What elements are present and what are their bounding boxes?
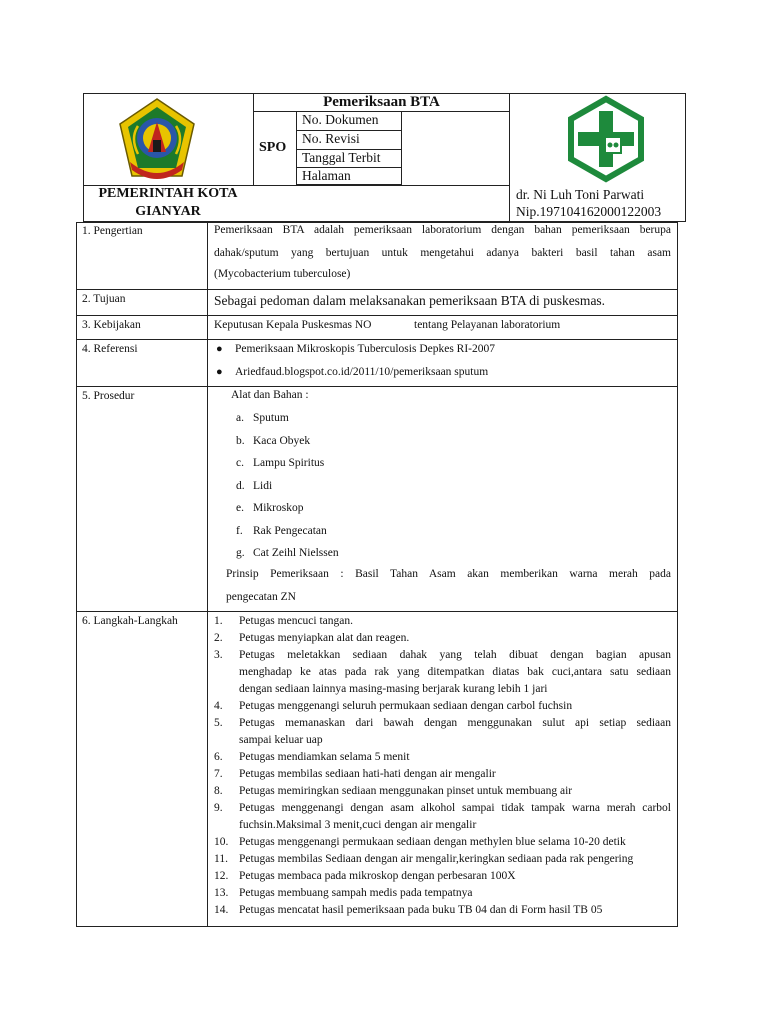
prosedur-item-letter: b.: [236, 434, 245, 447]
field-no-dokumen: No. Dokumen: [302, 112, 379, 127]
step-text-line: Petugas meletakkan sediaan dahak yang telah dibuat dengan bagian apusan: [239, 649, 671, 661]
langkah-step: [214, 647, 671, 698]
prosedur-item: Sputum: [253, 412, 289, 424]
step-number: 3.: [214, 649, 223, 661]
puskesmas-cross-icon: [566, 95, 646, 183]
step-text-line: Petugas memiringkan sediaan menggunakan pinset untuk membuang air: [239, 785, 573, 797]
label-pengertian: 1. Pengertian: [82, 225, 143, 237]
field-no-revisi: No. Revisi: [302, 131, 360, 146]
row-rule-2: [76, 315, 678, 316]
step-text-line: Petugas membaca pada mikroskop dengan perbesaran 100X: [239, 870, 516, 882]
prosedur-item-letter: a.: [236, 412, 244, 424]
langkah-step: [214, 851, 671, 868]
prinsip-line-1: Prinsip Pemeriksaan : Basil Tahan Asam akan memberikan warna merah pada: [226, 568, 671, 580]
step-text-line: Petugas menggenangi seluruh permukaan sediaan dengan carbol fuchsin: [239, 700, 573, 712]
step-text-line: Petugas menggenangi permukaan sediaan dengan methylen blue selama 10-20 detik: [239, 836, 626, 848]
org-name-line2: GIANYAR: [135, 204, 201, 219]
prosedur-item-letter: f.: [236, 524, 243, 537]
pengertian-line-2: dahak/sputum yang bertujuan untuk mengetahui adanya bakteri basil tahan asam: [214, 247, 671, 259]
pengertian-line-1: Pemeriksaan BTA adalah pemeriksaan laboratorium dengan bahan pemeriksaan berupa: [214, 224, 671, 236]
prosedur-item: Rak Pengecatan: [253, 524, 327, 537]
body-col-divider: [207, 222, 208, 927]
step-text-line: Petugas membilas Sediaan dengan air mengalir,keringkan sediaan pada rak pengering: [239, 853, 634, 865]
langkah-step: [214, 613, 671, 630]
step-number: 14.: [214, 904, 229, 916]
langkah-step: [214, 868, 671, 885]
step-number: 2.: [214, 632, 223, 644]
step-text-line: Petugas membilas sediaan hati-hati dengan air mengalir: [239, 768, 496, 780]
field-tanggal-terbit: Tanggal Terbit: [302, 150, 381, 165]
langkah-step: [214, 630, 671, 647]
spo-label: SPO: [259, 140, 287, 155]
label-tujuan: 2. Tujuan: [82, 293, 126, 305]
label-referensi: 4. Referensi: [82, 343, 138, 355]
step-text-line: Petugas memanaskan dari bawah dengan menggunakan sulut api setiap sediaan: [239, 717, 671, 729]
prosedur-item-letter: d.: [236, 479, 245, 492]
head-name: dr. Ni Luh Toni Parwati: [516, 187, 645, 202]
step-number: 5.: [214, 717, 223, 729]
label-langkah: 6. Langkah-Langkah: [82, 615, 178, 627]
langkah-step: [214, 902, 671, 919]
referensi-item-1: Pemeriksaan Mikroskopis Tuberculosis Depkes RI-2007: [235, 343, 496, 355]
document-title: Pemeriksaan BTA: [323, 94, 440, 110]
langkah-step: [214, 766, 671, 783]
prosedur-item: Lampu Spiritus: [253, 457, 325, 469]
step-text-line: Petugas membuang sampah medis pada tempatnya: [239, 887, 473, 899]
langkah-step-list: [214, 613, 671, 919]
label-prosedur: 5. Prosedur: [82, 390, 135, 402]
field-halaman: Halaman: [302, 168, 351, 183]
prosedur-item: Kaca Obyek: [253, 434, 311, 447]
step-text-line: Petugas mencatat hasil pemeriksaan pada buku TB 04 dan di Form hasil TB 05: [239, 904, 603, 916]
row-rule-1: [76, 289, 678, 290]
step-text-line: Petugas menyiapkan alat dan reagen.: [239, 632, 410, 644]
step-text-line: menghadap ke atas pada rak yang ditempatkan diatas bak cuci,antara satu sediaan: [239, 666, 671, 678]
row-rule-5: [76, 611, 678, 612]
prosedur-item-letter: c.: [236, 457, 244, 469]
step-number: 1.: [214, 615, 223, 627]
label-kebijakan: 3. Kebijakan: [82, 319, 141, 331]
step-number: 12.: [214, 870, 229, 882]
step-text-line: fuchsin.Maksimal 3 menit,cuci dengan air mengalir: [239, 819, 477, 831]
head-nip: Nip.197104162000122003: [516, 204, 662, 219]
prosedur-item-letter: e.: [236, 502, 244, 514]
langkah-step: [214, 800, 671, 834]
step-number: 9.: [214, 802, 223, 814]
prosedur-heading: Alat dan Bahan :: [231, 389, 309, 401]
step-text-line: dengan sediaan lainnya masing-masing berjarak kurang lebih 1 jari: [239, 683, 548, 695]
step-number: 13.: [214, 887, 229, 899]
step-number: 4.: [214, 700, 223, 712]
prosedur-item-letter: g.: [236, 547, 245, 559]
pengertian-line-3: (Mycobacterium tuberculose): [214, 268, 351, 280]
langkah-step: [214, 749, 671, 766]
row-rule-3: [76, 339, 678, 340]
prinsip-line-2: pengecatan ZN: [226, 591, 296, 603]
langkah-step: [214, 834, 671, 851]
prosedur-item: Lidi: [253, 479, 273, 492]
langkah-step: [214, 885, 671, 902]
langkah-step: [214, 783, 671, 800]
step-number: 11.: [214, 853, 228, 865]
bullet-icon: ●: [216, 366, 223, 378]
step-number: 8.: [214, 785, 223, 797]
step-number: 6.: [214, 751, 223, 763]
step-number: 7.: [214, 768, 223, 780]
kebijakan-text-b: tentang Pelayanan laboratorium: [414, 319, 561, 331]
tujuan-text: Sebagai pedoman dalam melaksanakan pemeriksaan BTA di puskesmas.: [214, 293, 606, 308]
org-name-line1: PEMERINTAH KOTA: [98, 186, 238, 201]
header-divider-right: [509, 93, 510, 222]
step-text-line: sampai keluar uap: [239, 734, 323, 746]
prosedur-item: Mikroskop: [253, 502, 304, 514]
prosedur-item: Cat Zeihl Nielssen: [253, 547, 339, 559]
step-text-line: Petugas menggenangi dengan asam alkohol sampai tidak tampak warna merah carbol: [239, 802, 671, 814]
langkah-step: [214, 698, 671, 715]
row-rule-4: [76, 386, 678, 387]
step-number: 10.: [214, 836, 229, 848]
bullet-icon: ●: [216, 343, 223, 355]
referensi-item-2: Ariedfaud.blogspot.co.id/2011/10/pemeriksaan sputum: [235, 366, 489, 378]
kebijakan-text-a: Keputusan Kepala Puskesmas NO: [214, 319, 372, 331]
regency-crest-icon: [116, 96, 198, 182]
step-text-line: Petugas mendiamkan selama 5 menit: [239, 751, 410, 763]
step-text-line: Petugas mencuci tangan.: [239, 615, 354, 627]
langkah-step: [214, 715, 671, 749]
